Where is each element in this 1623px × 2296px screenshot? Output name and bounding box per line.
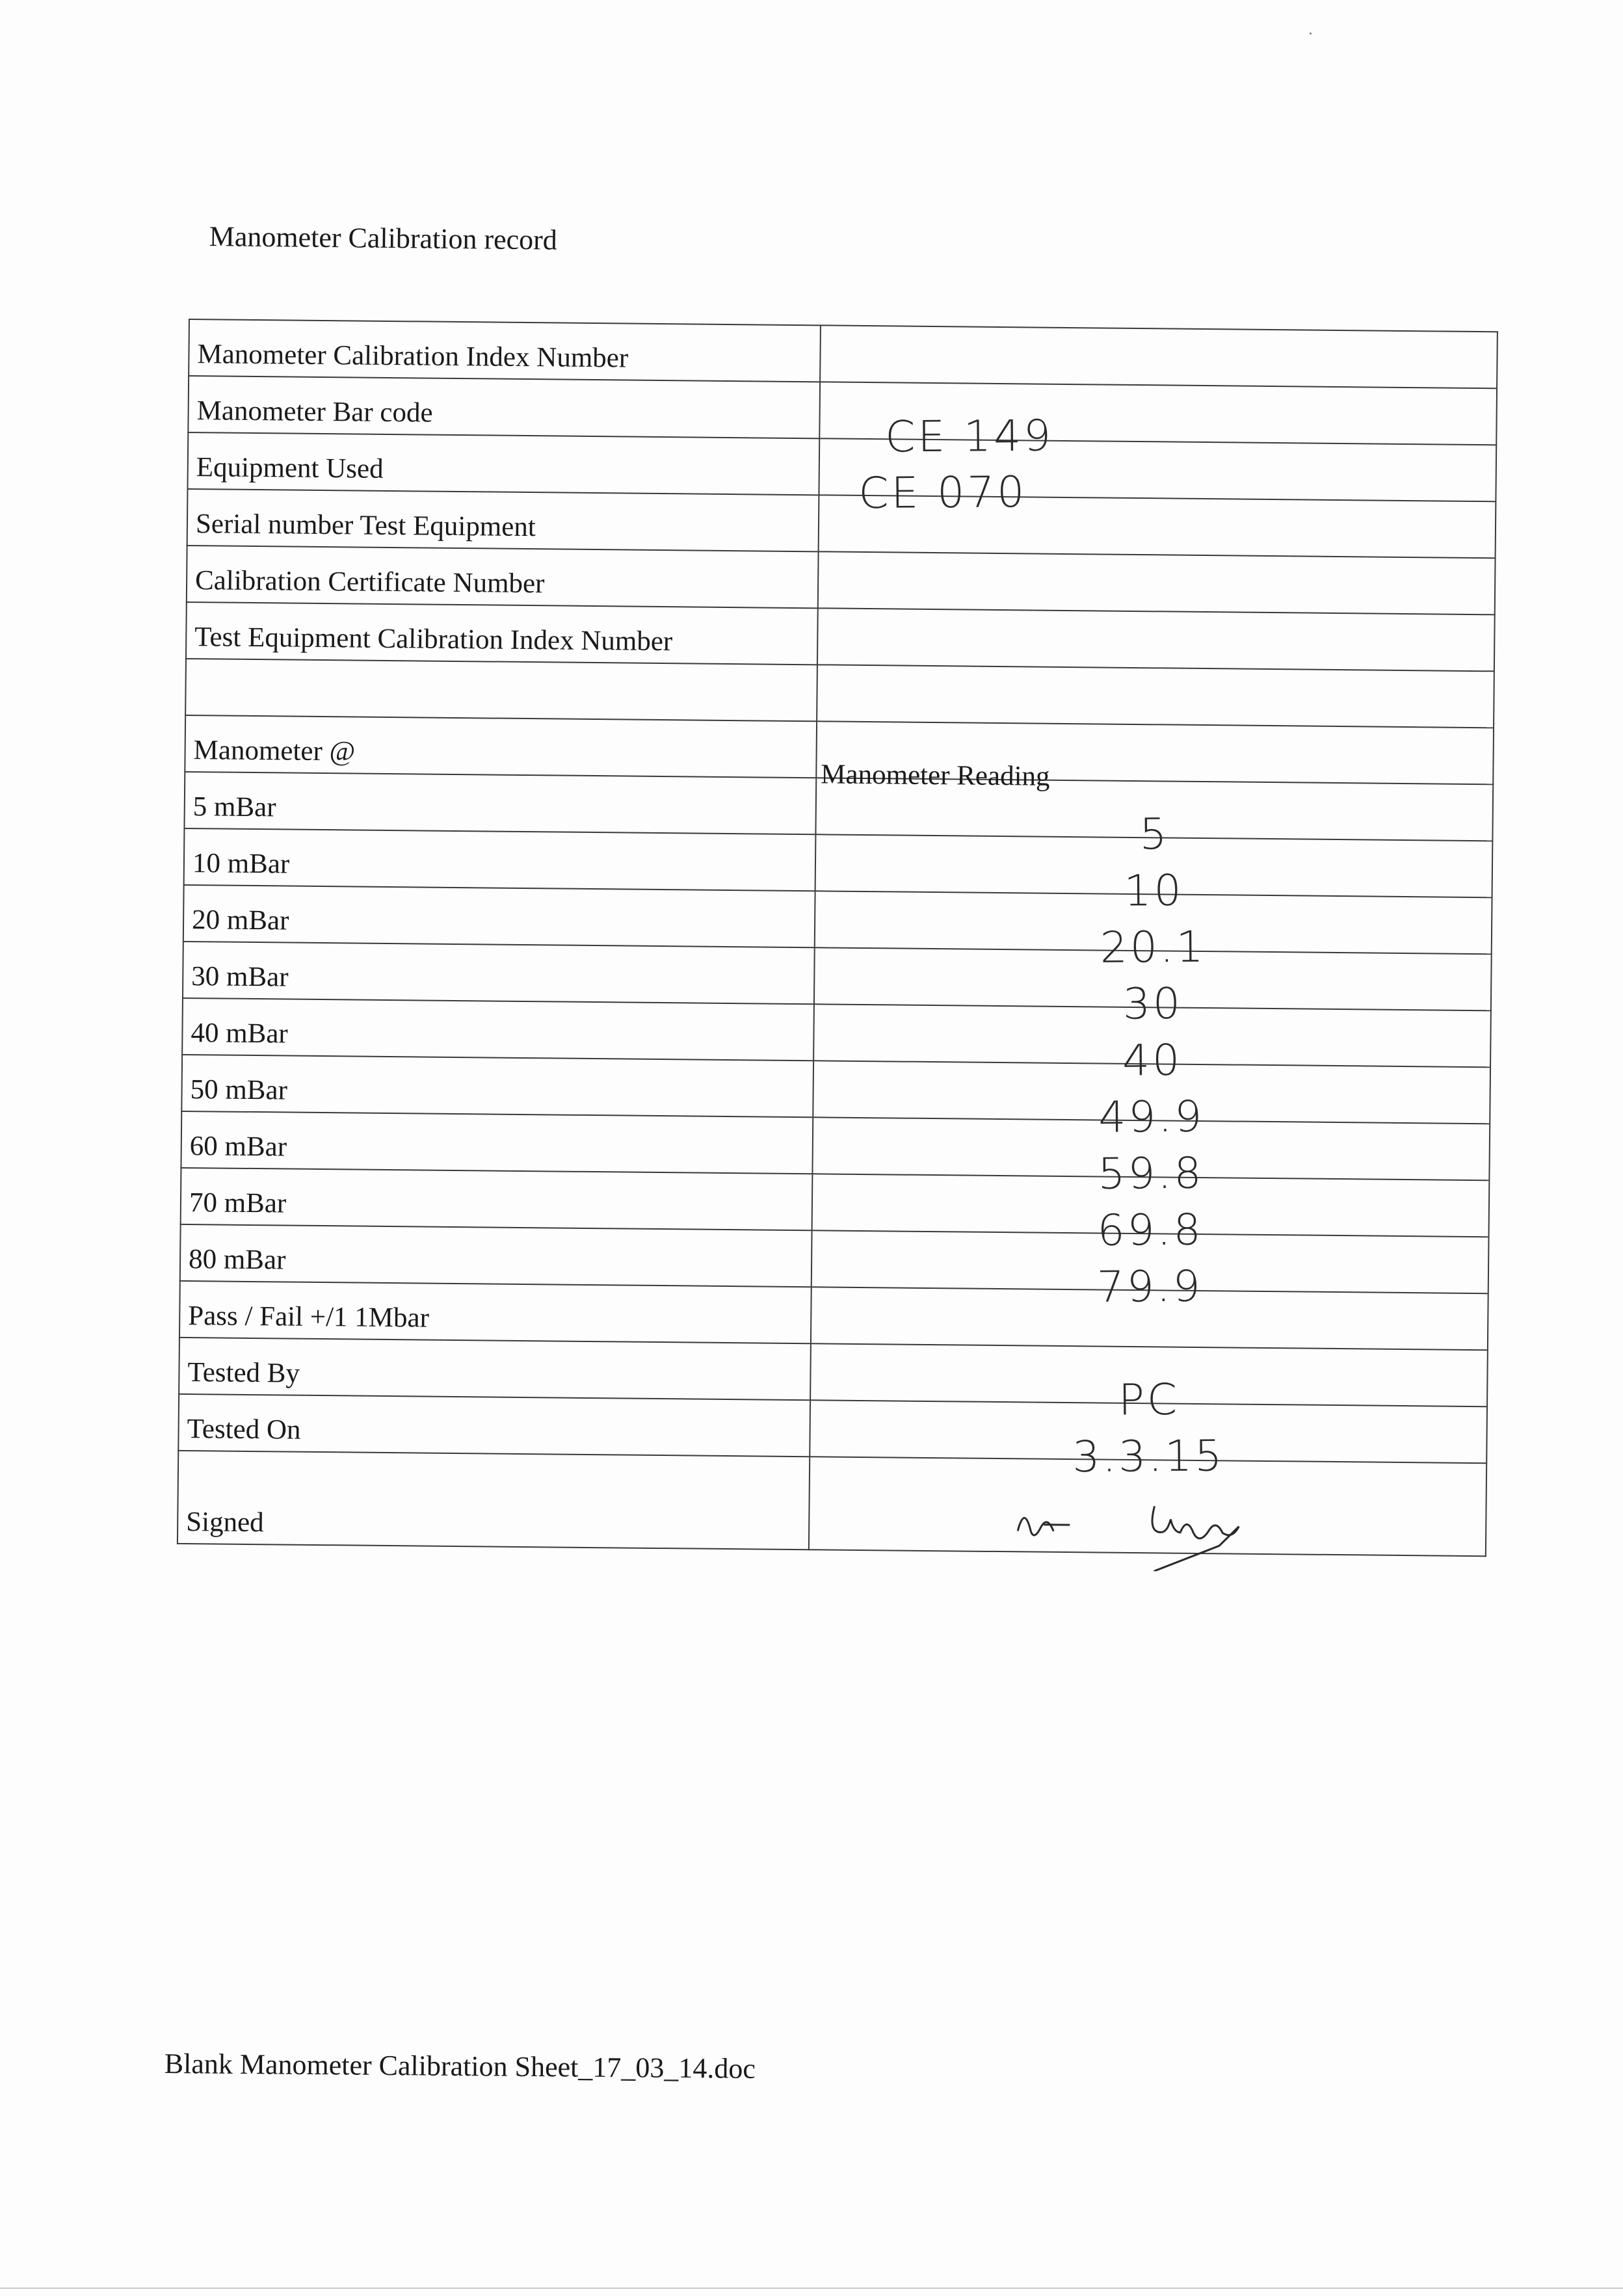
reading-value (812, 1117, 1490, 1199)
row-label: Serial number Test Equipment (187, 489, 819, 551)
handwritten-value: 69.8 (1097, 1204, 1204, 1256)
reading-value (815, 778, 1493, 860)
reading-value (814, 947, 1492, 1029)
signature-scribble (1004, 1485, 1291, 1572)
pass-fail-value (811, 1287, 1488, 1350)
calibration-table (177, 319, 1498, 1557)
tested-on-value (810, 1400, 1487, 1483)
pressure-label: 30 mBar (183, 942, 815, 1004)
pressure-label: 70 mBar (181, 1168, 813, 1230)
pressure-label: 10 mBar (184, 828, 816, 891)
row-value (820, 325, 1498, 388)
handwritten-value: 3.3.15 (1072, 1431, 1225, 1483)
pressure-label: 40 mBar (182, 998, 814, 1061)
page-edge-shadow (0, 2288, 1623, 2289)
handwritten-value: 49.9 (1098, 1091, 1205, 1142)
row-value (819, 382, 1497, 462)
handwritten-value: 30 (1122, 978, 1183, 1029)
document-title: Manometer Calibration record (209, 220, 558, 256)
scan-speck (1310, 33, 1312, 34)
tested-by-label: Tested By (179, 1338, 811, 1400)
row-label: Equipment Used (187, 432, 819, 495)
handwritten-value: 79.9 (1096, 1261, 1204, 1312)
footer-filename: Blank Manometer Calibration Sheet_17_03_14.doc (164, 2048, 756, 2085)
handwritten-value: 10 (1123, 865, 1184, 916)
reading-value (813, 1004, 1491, 1086)
reading-value (813, 1061, 1490, 1142)
tested-by-value (810, 1343, 1488, 1425)
handwritten-value: 20.1 (1100, 921, 1207, 973)
table-row (178, 1451, 1486, 1556)
signed-value (809, 1457, 1486, 1556)
handwritten-value: PC (1118, 1374, 1180, 1425)
pressure-label: 80 mBar (180, 1224, 812, 1287)
signed-label: Signed (178, 1451, 810, 1550)
reading-value (815, 834, 1493, 916)
pressure-label: 50 mBar (181, 1055, 813, 1117)
calibration-sheet (177, 319, 1463, 1557)
row-value (817, 608, 1495, 671)
reading-value (815, 891, 1492, 973)
row-label: Calibration Certificate Number (187, 546, 819, 608)
row-value (819, 495, 1496, 558)
reading-value (812, 1230, 1489, 1312)
pressure-label: 5 mBar (184, 772, 816, 834)
tested-on-label: Tested On (178, 1394, 810, 1457)
handwritten-value: 5 (1139, 809, 1170, 860)
row-value (819, 438, 1496, 519)
row-label: Manometer Calibration Index Number (189, 319, 821, 382)
handwritten-value: 59.8 (1098, 1148, 1204, 1199)
blank-cell (817, 665, 1494, 728)
reading-value (812, 1174, 1490, 1256)
pressure-label: 60 mBar (181, 1111, 813, 1174)
handwritten-value: CE 070 (858, 467, 1027, 519)
blank-cell (185, 659, 817, 721)
row-label: Manometer Bar code (188, 376, 820, 438)
pass-fail-label: Pass / Fail +/1 1Mbar (179, 1281, 812, 1343)
readings-header-left: Manometer @ (185, 715, 817, 778)
row-label: Test Equipment Calibration Index Number (186, 602, 818, 665)
handwritten-value: 40 (1122, 1035, 1182, 1086)
row-value (818, 551, 1496, 614)
pressure-label: 20 mBar (183, 885, 815, 947)
handwritten-value: CE 149 (885, 410, 1054, 462)
readings-header-right: Manometer Reading (816, 721, 1494, 784)
